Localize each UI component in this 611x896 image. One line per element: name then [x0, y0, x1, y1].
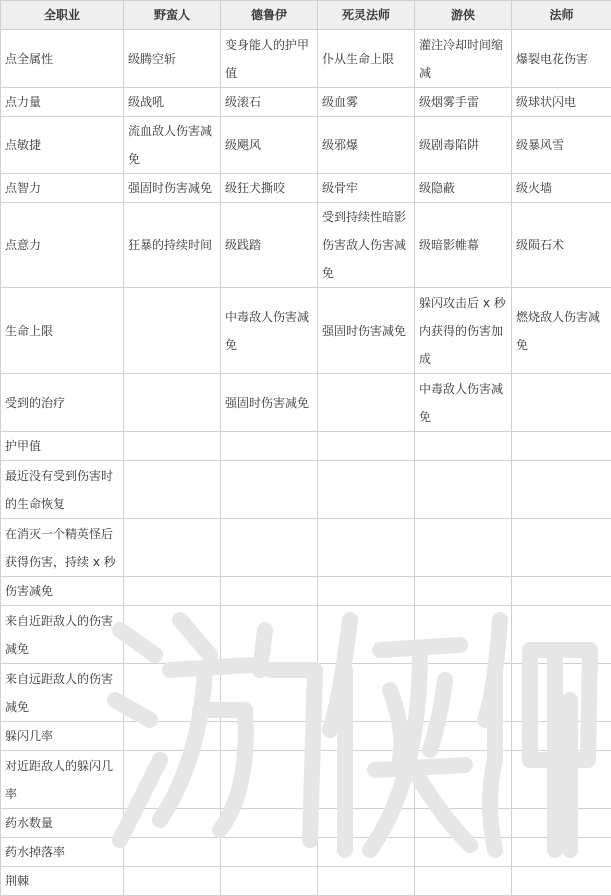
- table-row: [1, 867, 611, 896]
- table-row: [1, 809, 611, 838]
- table-cell: [124, 867, 221, 896]
- row-label-cell: 伤害减免: [1, 577, 124, 606]
- table-cell: [318, 722, 415, 751]
- table-cell: [124, 838, 221, 867]
- column-header: 法师: [512, 1, 611, 30]
- column-header: 野蛮人: [124, 1, 221, 30]
- table-cell: [221, 577, 318, 606]
- header-row: [1, 1, 611, 30]
- table-row: [1, 117, 611, 174]
- table-row: [1, 577, 611, 606]
- table-cell: [415, 838, 512, 867]
- table-cell: 级火墙: [512, 174, 611, 203]
- table-cell: [512, 519, 611, 577]
- table-cell: [124, 288, 221, 374]
- row-label-cell: 荆棘: [1, 867, 124, 896]
- row-label-cell: 药水掉落率: [1, 838, 124, 867]
- table-cell: [124, 461, 221, 519]
- table-cell: [318, 374, 415, 432]
- table-cell: [124, 664, 221, 722]
- table-cell: [221, 461, 318, 519]
- table-cell: 级践踏: [221, 203, 318, 288]
- table-cell: 中毒敌人伤害减免: [221, 288, 318, 374]
- table-cell: [318, 751, 415, 809]
- table-cell: [124, 751, 221, 809]
- table-row: [1, 664, 611, 722]
- table-cell: 级剧毒陷阱: [415, 117, 512, 174]
- table-row: [1, 203, 611, 288]
- table-row: [1, 288, 611, 374]
- table-cell: [221, 432, 318, 461]
- table-cell: [124, 722, 221, 751]
- table-cell: [415, 577, 512, 606]
- table-cell: [318, 519, 415, 577]
- table-cell: 级隐蔽: [415, 174, 512, 203]
- row-label-cell: 点智力: [1, 174, 124, 203]
- table-cell: 级邪爆: [318, 117, 415, 174]
- table-row: [1, 432, 611, 461]
- table-cell: 中毒敌人伤害减免: [415, 374, 512, 432]
- column-header: 游侠: [415, 1, 512, 30]
- table-cell: [124, 432, 221, 461]
- table-cell: [415, 432, 512, 461]
- column-header: 全职业: [1, 1, 124, 30]
- table-cell: 仆从生命上限: [318, 30, 415, 88]
- table-cell: 躲闪攻击后 x 秒内获得的伤害加成: [415, 288, 512, 374]
- table-cell: [221, 809, 318, 838]
- table-row: [1, 751, 611, 809]
- table-cell: [124, 606, 221, 664]
- table-row: [1, 519, 611, 577]
- table-cell: [318, 461, 415, 519]
- table-cell: [318, 577, 415, 606]
- table-cell: 级烟雾手雷: [415, 88, 512, 117]
- table-cell: 强固时伤害减免: [221, 374, 318, 432]
- table-cell: 级飓风: [221, 117, 318, 174]
- table-cell: 级陨石术: [512, 203, 611, 288]
- table-cell: [221, 722, 318, 751]
- table-cell: [221, 664, 318, 722]
- table-row: [1, 30, 611, 88]
- table-cell: [415, 809, 512, 838]
- table-cell: 受到持续性暗影伤害敌人伤害减免: [318, 203, 415, 288]
- table-cell: [415, 664, 512, 722]
- row-label-cell: 护甲值: [1, 432, 124, 461]
- table-cell: [124, 809, 221, 838]
- table-cell: 级战吼: [124, 88, 221, 117]
- table-row: [1, 722, 611, 751]
- table-row: [1, 461, 611, 519]
- table-cell: [512, 664, 611, 722]
- table-cell: [512, 432, 611, 461]
- table-cell: [124, 374, 221, 432]
- table-cell: [318, 809, 415, 838]
- row-label-cell: 躲闪几率: [1, 722, 124, 751]
- table-cell: [221, 867, 318, 896]
- row-label-cell: 点意力: [1, 203, 124, 288]
- column-header: 德鲁伊: [221, 1, 318, 30]
- table-cell: [221, 606, 318, 664]
- table-cell: [318, 432, 415, 461]
- row-label-cell: 点力量: [1, 88, 124, 117]
- table-cell: [512, 374, 611, 432]
- table-row: [1, 838, 611, 867]
- table-cell: [415, 722, 512, 751]
- table-cell: 级滚石: [221, 88, 318, 117]
- table-row: [1, 174, 611, 203]
- table-cell: 狂暴的持续时间: [124, 203, 221, 288]
- table-cell: [318, 867, 415, 896]
- table-cell: [318, 664, 415, 722]
- table-cell: 强固时伤害减免: [318, 288, 415, 374]
- table-cell: 级血雾: [318, 88, 415, 117]
- table-cell: 变身能人的护甲值: [221, 30, 318, 88]
- row-label-cell: 生命上限: [1, 288, 124, 374]
- table-cell: [124, 577, 221, 606]
- row-label-cell: 受到的治疗: [1, 374, 124, 432]
- table-cell: [221, 751, 318, 809]
- table-cell: [415, 751, 512, 809]
- table-cell: 级暗影帷幕: [415, 203, 512, 288]
- table-cell: [512, 809, 611, 838]
- table-cell: [512, 751, 611, 809]
- table-cell: 级球状闪电: [512, 88, 611, 117]
- column-header: 死灵法师: [318, 1, 415, 30]
- table-cell: [512, 867, 611, 896]
- table-cell: 灌注冷却时间缩减: [415, 30, 512, 88]
- table-row: [1, 606, 611, 664]
- row-label-cell: 药水数量: [1, 809, 124, 838]
- table-cell: [124, 519, 221, 577]
- table-cell: [415, 461, 512, 519]
- table-cell: [512, 838, 611, 867]
- table-cell: 级腾空斩: [124, 30, 221, 88]
- table-cell: [221, 519, 318, 577]
- table-cell: 强固时伤害减免: [124, 174, 221, 203]
- table-cell: 级狂犬撕咬: [221, 174, 318, 203]
- row-label-cell: 在消灭一个精英怪后获得伤害，持续 x 秒: [1, 519, 124, 577]
- table-cell: 级暴风雪: [512, 117, 611, 174]
- row-label-cell: 来自远距敌人的伤害减免: [1, 664, 124, 722]
- row-label-cell: 来自近距敌人的伤害减免: [1, 606, 124, 664]
- table-cell: [415, 867, 512, 896]
- table-cell: 爆裂电花伤害: [512, 30, 611, 88]
- table-cell: 级骨牢: [318, 174, 415, 203]
- table-body: [1, 30, 611, 896]
- table-cell: [318, 838, 415, 867]
- row-label-cell: 最近没有受到伤害时的生命恢复: [1, 461, 124, 519]
- table-cell: [512, 461, 611, 519]
- row-label-cell: 对近距敌人的躲闪几率: [1, 751, 124, 809]
- table-cell: [318, 606, 415, 664]
- table-cell: [415, 519, 512, 577]
- table-cell: [512, 606, 611, 664]
- row-label-cell: 点全属性: [1, 30, 124, 88]
- table-cell: [221, 838, 318, 867]
- table-row: [1, 88, 611, 117]
- table-cell: [512, 722, 611, 751]
- table-cell: [415, 606, 512, 664]
- table-cell: 流血敌人伤害减免: [124, 117, 221, 174]
- table-cell: [512, 577, 611, 606]
- table-row: [1, 374, 611, 432]
- table-cell: 燃烧敌人伤害减免: [512, 288, 611, 374]
- row-label-cell: 点敏捷: [1, 117, 124, 174]
